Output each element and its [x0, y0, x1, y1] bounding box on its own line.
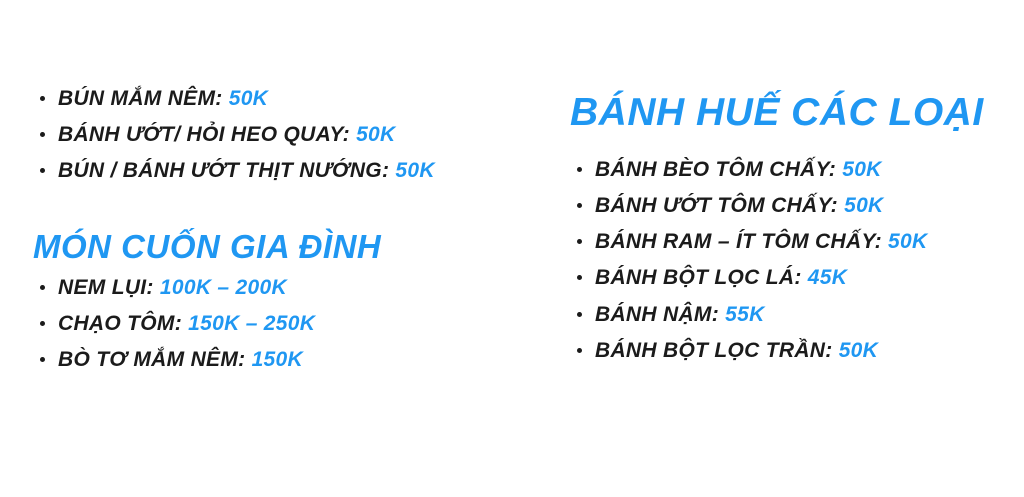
menu-item-price: 50K [844, 194, 884, 218]
menu-item-name: BÁNH NẬM: [595, 302, 720, 326]
list-item [28, 122, 528, 147]
spacer [28, 195, 528, 229]
left-column [28, 86, 528, 383]
menu-item-price: 100K – 200K [159, 275, 287, 299]
list-item [565, 157, 1015, 182]
list-item [28, 347, 528, 372]
list-item [565, 338, 1015, 363]
menu-item-name: BÚN MẮM NÊM: [58, 87, 223, 110]
left-top-menu-list [28, 86, 528, 184]
menu-item-price: 150K [251, 348, 303, 372]
menu-item-price: 45K [807, 266, 848, 290]
menu-item-name: BÁNH ƯỚT TÔM CHẤY: [595, 194, 838, 218]
menu-item-name: BÁNH ƯỚT/ HỎI HEO QUAY: [58, 123, 350, 147]
menu-item-name: BÁNH BỘT LỌC TRẦN: [595, 338, 833, 362]
menu-item-price: 50K [228, 87, 269, 110]
list-item [28, 311, 528, 336]
list-item [565, 229, 1015, 254]
menu-item-name: BÁNH BÈO TÔM CHẤY: [595, 157, 837, 181]
menu-item-price: 50K [356, 123, 396, 147]
list-item [28, 86, 528, 111]
menu-item-price: 50K [395, 159, 435, 183]
left-section-menu-list [28, 275, 528, 373]
right-section-menu-list [565, 157, 1015, 363]
right-column [565, 92, 1015, 374]
list-item [28, 275, 528, 300]
menu-item-name: NEM LỤI: [58, 275, 154, 299]
section-title-mon-cuon-gia-dinh: MÓN CUỐN GIA ĐÌNH [33, 227, 382, 265]
menu-item-name: BÚN / BÁNH ƯỚT THỊT NƯỚNG: [58, 159, 390, 183]
menu-item-price: 50K [888, 230, 928, 254]
menu-item-name: BÒ TƠ MẮM NÊM: [58, 348, 246, 372]
menu-item-price: 150K – 250K [188, 312, 316, 336]
menu-item-name: CHẠO TÔM: [58, 312, 183, 336]
list-item [28, 158, 528, 183]
menu-item-price: 50K [838, 338, 879, 362]
section-title-banh-hue-cac-loai: BÁNH HUẾ CÁC LOẠI [570, 91, 984, 134]
menu-item-price: 50K [842, 157, 882, 181]
menu-item-name: BÁNH BỘT LỌC LÁ: [595, 266, 802, 290]
menu-item-price: 55K [725, 302, 765, 326]
list-item [565, 302, 1015, 327]
list-item [565, 193, 1015, 218]
list-item [565, 265, 1015, 290]
menu-item-name: BÁNH RAM – ÍT TÔM CHẤY: [595, 230, 882, 254]
